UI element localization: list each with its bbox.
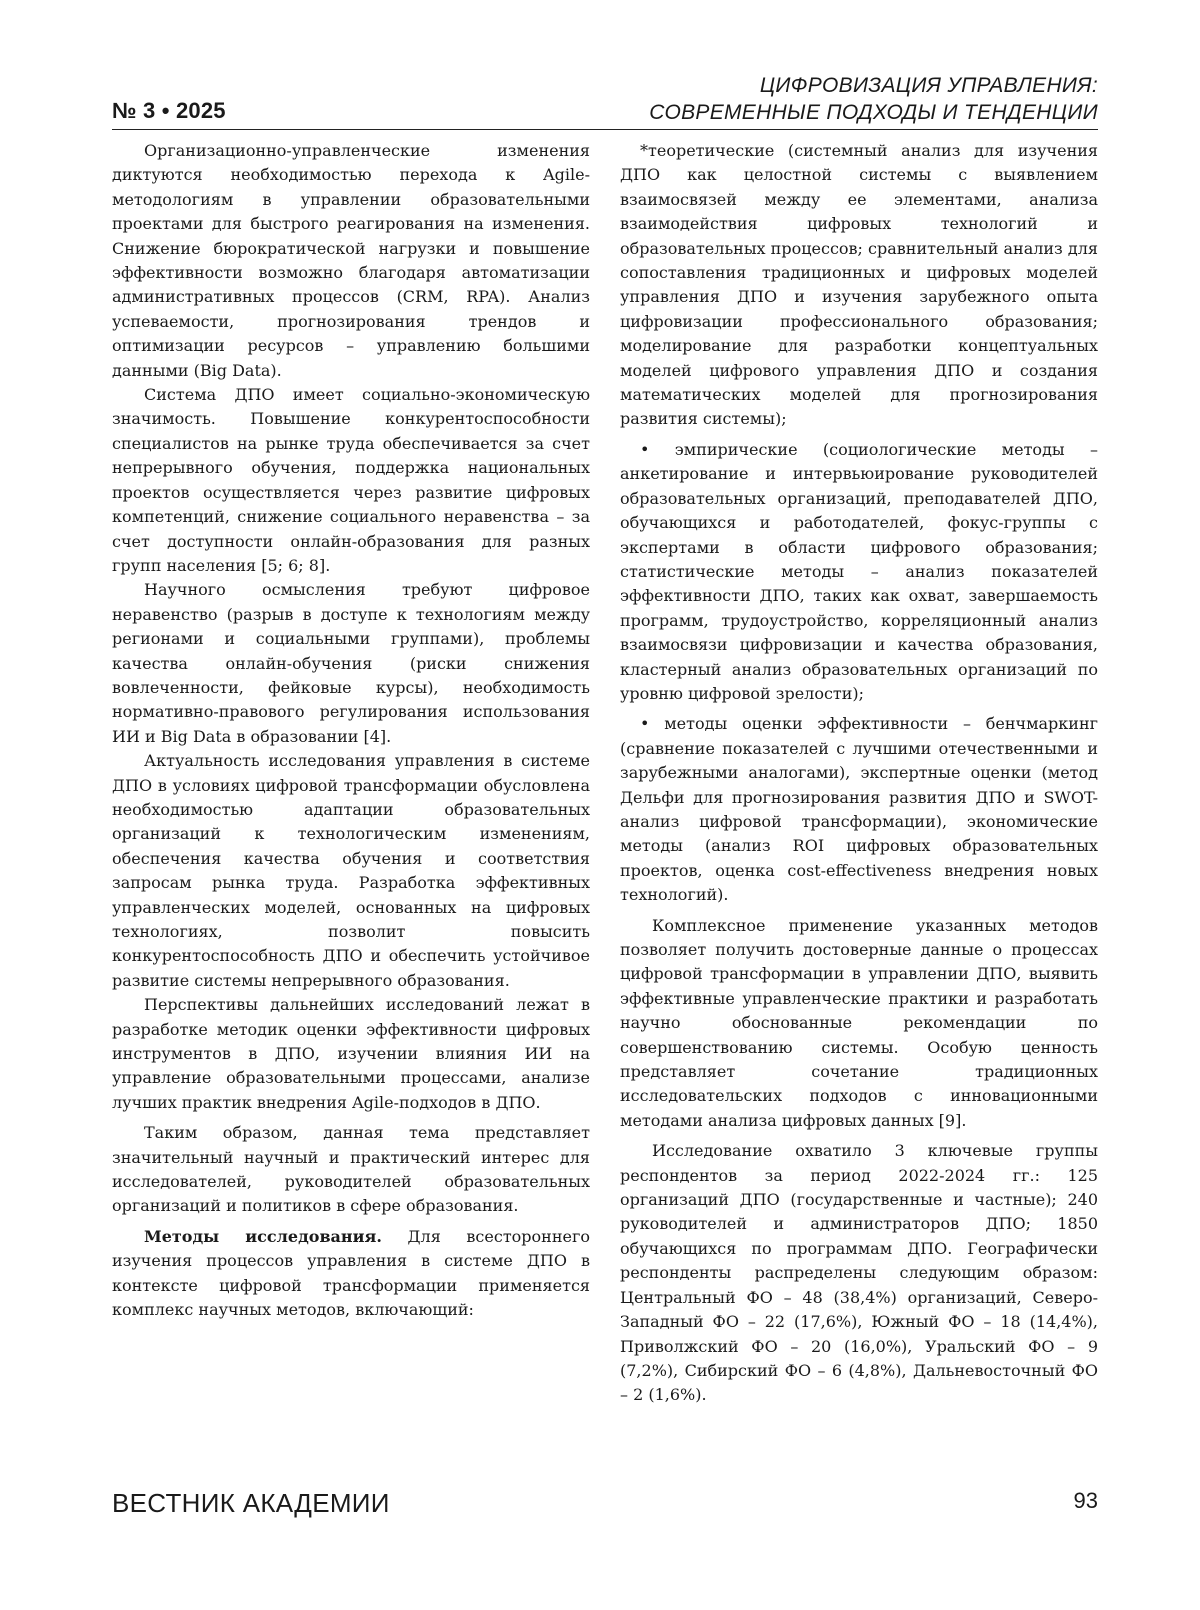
methods-heading: Методы исследования. xyxy=(144,1226,382,1246)
paragraph: Исследование охватило 3 ключевые группы респондентов за период 2022-2024 гг.: 125 организаций ДПО (государственные и частные); 240 руководителей и администраторов ДПО; 1850 обучающихся по программам ДПО. Географически респонденты распределены следующим образом: Центральный ФО – 48 (38,4%) организаций, Северо-Западный ФО – 22 (17,6%), Южный ФО – 18 (14,4%), Приволжский ФО – 20 (16,0%), Уральский ФО – 9 (7,2%), Сибирский ФО – 6 (4,8%), Дальневосточный ФО – 2 (1,6%). xyxy=(620,1141,1098,1405)
journal-name: ВЕСТНИК АКАДЕМИИ xyxy=(112,1488,390,1518)
paragraph: Перспективы дальнейших исследований лежат в разработке методик оценки эффективности цифровых инструментов в ДПО, изучении влияния ИИ на управление образовательными процессами, анализе лучших практик внедрения Agile-подходов в ДПО. xyxy=(112,995,590,1112)
method-item-empirical: • эмпирические (социологические методы – анкетирование и интервьюирование руководителей образовательных организаций, преподавателей ДПО, обучающихся и работодателей, фокус-группы с экспертами в области цифрового образования; статистические методы – анализ показателей эффективности ДПО, таких как охват, завершаемость программ, трудоустройство, корреляционный анализ взаимосвязи цифровизации и качества образования, кластерный анализ образовательных организаций по уровню цифровой зрелости); xyxy=(620,439,1098,703)
methods-text: Для всестороннего изучения процессов управления в системе ДПО в контексте цифровой трансформации применяется комплекс научных методов, включающий: xyxy=(112,1226,590,1320)
paragraph: Организационно-управленческие изменения диктуются необходимостью перехода к Agile-методологиям в управлении образовательными проектами для быстрого реагирования на изменения. Снижение бюрократической нагрузки и повышение эффективности возможно благодаря автоматизации административных процессов (CRM, RPA). Анализ успеваемости, прогнозирования трендов и оптимизации ресурсов – управлению большими данными (Big Data). xyxy=(112,141,590,380)
methods-paragraph xyxy=(112,1225,590,1323)
section-title-line-2: СОВРЕМЕННЫЕ ПОДХОДЫ И ТЕНДЕНЦИИ xyxy=(649,101,1098,124)
paragraph: Актуальность исследования управления в системе ДПО в условиях цифровой трансформации обусловлена необходимостью адаптации образовательных организаций к технологическим изменениям, обеспечения качества обучения и соответствия запросам рынка труда. Разработка эффективных управленческих моделей, основанных на цифровых технологиях, позволит повысить конкурентоспособность ДПО и обеспечить устойчивое развитие системы непрерывного образования. xyxy=(112,751,590,990)
paragraph: Система ДПО имеет социально-экономическую значимость. Повышение конкурентоспособности специалистов на рынке труда обеспечивается за счет непрерывного обучения, поддержка национальных проектов осуществляется через развитие цифровых компетенций, снижение социального неравенства – за счет доступности онлайн-образования для разных групп населения [5; 6; 8]. xyxy=(112,385,590,575)
method-item-theoretical: *теоретические (системный анализ для изучения ДПО как целостной системы с выявлением взаимосвязей между ее элементами, анализа взаимодействия цифровых технологий и образовательных процессов; сравнительный анализ для сопоставления традиционных и цифровых моделей управления ДПО и изучения зарубежного опыта цифровизации профессионального образования; моделирование для разработки концептуальных моделей цифрового управления ДПО и создания математических моделей для прогнозирования развития системы); xyxy=(620,141,1098,429)
issue-number: № 3 • 2025 xyxy=(112,98,226,123)
left-column xyxy=(112,139,590,1323)
paragraph: Таким образом, данная тема представляет значительный научный и практический интерес для исследователей, руководителей образовательных организаций и политиков в сфере образования. xyxy=(112,1123,590,1216)
header-divider xyxy=(112,129,1098,130)
page-number: 93 xyxy=(1073,1488,1098,1513)
method-item-evaluation: • методы оценки эффективности – бенчмаркинг (сравнение показателей с лучшими отечественными и зарубежными аналогами), экспертные оценки (метод Дельфи для прогнозирования развития ДПО и SWOT-анализ цифровой трансформации), экономические методы (анализ ROI цифровых образовательных проектов, оценка cost-effectiveness внедрения новых технологий). xyxy=(620,714,1098,905)
paragraph: Комплексное применение указанных методов позволяет получить достоверные данные о процессах цифровой трансформации в управлении ДПО, выявить эффективные управленческие практики и разработать научно обоснованные рекомендации по совершенствованию системы. Особую ценность представляет сочетание традиционных исследовательских подходов с инновационными методами анализа цифровых данных [9]. xyxy=(620,915,1098,1130)
paragraph: Научного осмысления требуют цифровое неравенство (разрыв в доступе к технологиям между регионами и социальными группами), проблемы качества онлайн-обучения (риски снижения вовлеченности, фейковые курсы), необходимость нормативно-правового регулирования использования ИИ и Big Data в образовании [4]. xyxy=(112,580,590,746)
section-title-line-1: ЦИФРОВИЗАЦИЯ УПРАВЛЕНИЯ: xyxy=(759,74,1098,97)
section-title xyxy=(538,72,1098,126)
right-column xyxy=(620,139,1098,1408)
